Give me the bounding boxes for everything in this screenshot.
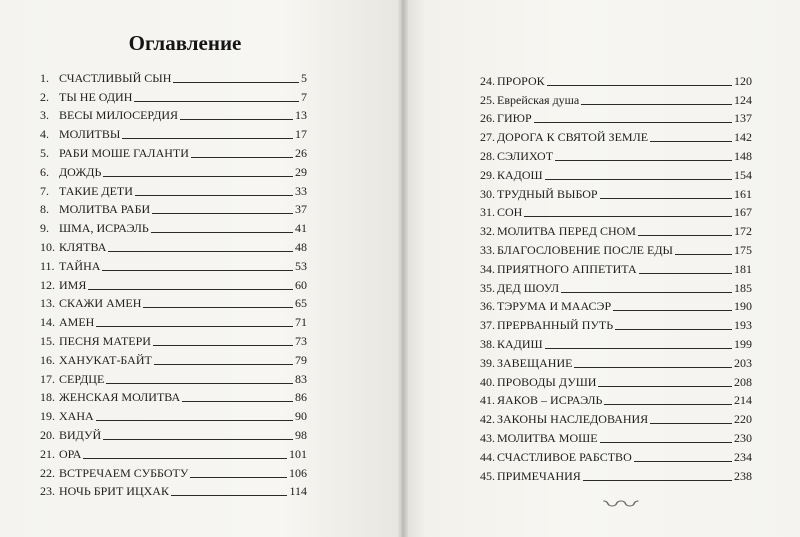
page-number: 7 bbox=[301, 89, 307, 104]
flourish-ornament-icon: 〰 bbox=[603, 492, 639, 517]
chapter-title: ТРУДНЫЙ ВЫБОР bbox=[497, 186, 598, 201]
page-number: 79 bbox=[295, 352, 307, 367]
toc-entry bbox=[40, 160, 307, 179]
chapter-number: 40. bbox=[480, 374, 495, 389]
page-number: 214 bbox=[734, 393, 752, 408]
chapter-number: 2. bbox=[40, 89, 49, 104]
toc-entry bbox=[480, 370, 752, 389]
chapter-number: 12. bbox=[40, 277, 55, 292]
toc-entry bbox=[480, 313, 752, 332]
toc-entry bbox=[480, 219, 752, 238]
page-number: 33 bbox=[295, 183, 307, 198]
toc-entry bbox=[40, 179, 307, 198]
toc-entry bbox=[40, 141, 307, 160]
chapter-number: 15. bbox=[40, 333, 55, 348]
chapter-title: СЭЛИХОТ bbox=[497, 148, 554, 163]
chapter-number: 26. bbox=[480, 111, 495, 126]
leader-rule bbox=[545, 178, 732, 180]
leader-rule bbox=[574, 366, 732, 368]
chapter-title: ТЫ НЕ ОДИН bbox=[59, 89, 133, 104]
toc-entry bbox=[480, 351, 752, 370]
page-number: 73 bbox=[295, 333, 307, 348]
page-number: 98 bbox=[295, 427, 307, 442]
chapter-title: КАДОШ bbox=[497, 167, 543, 182]
chapter-number: 33. bbox=[480, 242, 495, 257]
chapter-number: 17. bbox=[40, 371, 55, 386]
book-gutter bbox=[398, 0, 408, 537]
leader-rule bbox=[613, 309, 732, 311]
chapter-title: СЧАСТЛИВЫЙ СЫН bbox=[59, 70, 172, 85]
page-number: 199 bbox=[734, 336, 752, 351]
chapter-number: 22. bbox=[40, 465, 55, 480]
chapter-title: ГИЮР bbox=[497, 111, 532, 126]
page-number: 238 bbox=[734, 468, 752, 483]
toc-entry bbox=[480, 182, 752, 201]
leader-rule bbox=[545, 347, 732, 349]
chapter-number: 27. bbox=[480, 130, 495, 145]
page-number: 137 bbox=[734, 111, 752, 126]
chapter-title: ЯАКОВ – ИСРАЭЛЬ bbox=[497, 393, 603, 408]
leader-rule bbox=[675, 253, 732, 255]
chapter-number: 1. bbox=[40, 70, 49, 85]
page-number: 120 bbox=[734, 73, 752, 88]
page-number: 193 bbox=[734, 318, 752, 333]
chapter-number: 44. bbox=[480, 449, 495, 464]
toc-entry bbox=[480, 407, 752, 426]
chapter-number: 18. bbox=[40, 390, 55, 405]
page-number: 142 bbox=[734, 130, 752, 145]
page-number: 175 bbox=[734, 242, 752, 257]
chapter-title: СКАЖИ АМЕН bbox=[59, 296, 142, 311]
leader-rule bbox=[600, 441, 732, 443]
leader-rule bbox=[182, 400, 293, 402]
page-number: 190 bbox=[734, 299, 752, 314]
chapter-number: 41. bbox=[480, 393, 495, 408]
toc-entry bbox=[480, 125, 752, 144]
chapter-title: МОЛИТВА МОШЕ bbox=[497, 430, 598, 445]
toc-entry bbox=[40, 292, 307, 311]
page-number: 71 bbox=[295, 315, 307, 330]
toc-entry bbox=[480, 107, 752, 126]
leader-rule bbox=[600, 197, 732, 199]
chapter-number: 13. bbox=[40, 296, 55, 311]
toc-list-left bbox=[40, 66, 307, 498]
leader-rule bbox=[88, 288, 293, 290]
toc-entry bbox=[480, 238, 752, 257]
page-number: 5 bbox=[301, 70, 307, 85]
chapter-number: 3. bbox=[40, 108, 49, 123]
chapter-title: ЖЕНСКАЯ МОЛИТВА bbox=[59, 390, 181, 405]
leader-rule bbox=[191, 156, 293, 158]
leader-rule bbox=[190, 476, 287, 478]
chapter-title: ЗАВЕЩАНИЕ bbox=[497, 355, 573, 370]
chapter-title: ПРЕРВАННЫЙ ПУТЬ bbox=[497, 318, 614, 333]
leader-rule bbox=[154, 363, 293, 365]
chapter-number: 38. bbox=[480, 336, 495, 351]
leader-rule bbox=[152, 212, 293, 214]
leader-rule bbox=[134, 100, 299, 102]
page-number: 83 bbox=[295, 371, 307, 386]
chapter-title: ПЕСНЯ МАТЕРИ bbox=[59, 333, 151, 348]
leader-rule bbox=[108, 250, 293, 252]
page-number: 114 bbox=[289, 484, 307, 499]
leader-rule bbox=[639, 272, 732, 274]
chapter-title: ДОЖДЬ bbox=[59, 164, 102, 179]
chapter-number: 29. bbox=[480, 167, 495, 182]
toc-entry bbox=[40, 367, 307, 386]
chapter-number: 42. bbox=[480, 412, 495, 427]
toc-entry bbox=[40, 273, 307, 292]
toc-entry bbox=[40, 348, 307, 367]
leader-rule bbox=[122, 137, 293, 139]
leader-rule bbox=[604, 403, 732, 405]
page-number: 124 bbox=[734, 92, 752, 107]
chapter-title: ХАНУКАТ-БАЙТ bbox=[59, 352, 152, 367]
chapter-title: ТАЙНА bbox=[59, 258, 101, 273]
page-number: 203 bbox=[734, 355, 752, 370]
leader-rule bbox=[598, 385, 732, 387]
chapter-title: ТЭРУМА И МААСЭР bbox=[497, 299, 612, 314]
toc-entry bbox=[40, 122, 307, 141]
toc-entry bbox=[40, 104, 307, 123]
chapter-number: 31. bbox=[480, 205, 495, 220]
page-number: 17 bbox=[295, 127, 307, 142]
page-number: 86 bbox=[295, 390, 307, 405]
page-number: 167 bbox=[734, 205, 752, 220]
chapter-number: 23. bbox=[40, 484, 55, 499]
page-number: 37 bbox=[295, 202, 307, 217]
chapter-title: ИМЯ bbox=[59, 277, 87, 292]
chapter-title: ПРОВОДЫ ДУШИ bbox=[497, 374, 597, 389]
leader-rule bbox=[583, 479, 732, 481]
leader-rule bbox=[151, 231, 293, 233]
toc-list-right bbox=[480, 69, 752, 483]
toc-entry bbox=[40, 235, 307, 254]
toc-entry bbox=[480, 426, 752, 445]
chapter-number: 16. bbox=[40, 352, 55, 367]
chapter-title: СЕРДЦЕ bbox=[59, 371, 105, 386]
chapter-title: АМЕН bbox=[59, 315, 95, 330]
leader-rule bbox=[547, 84, 732, 86]
page-number: 172 bbox=[734, 224, 752, 239]
chapter-title: ВСТРЕЧАЕМ СУББОТУ bbox=[59, 465, 189, 480]
leader-rule bbox=[103, 438, 293, 440]
page-number: 148 bbox=[734, 148, 752, 163]
toc-entry bbox=[40, 85, 307, 104]
toc-entry bbox=[480, 276, 752, 295]
chapter-title: БЛАГОСЛОВЕНИЕ ПОСЛЕ ЕДЫ bbox=[497, 242, 673, 257]
chapter-number: 35. bbox=[480, 280, 495, 295]
chapter-number: 20. bbox=[40, 427, 55, 442]
chapter-title: ПРИМЕЧАНИЯ bbox=[497, 468, 581, 483]
chapter-number: 24. bbox=[480, 73, 495, 88]
page-number: 13 bbox=[295, 108, 307, 123]
toc-entry bbox=[40, 423, 307, 442]
chapter-number: 34. bbox=[480, 261, 495, 276]
chapter-title: КЛЯТВА bbox=[59, 239, 107, 254]
chapter-title: ПРИЯТНОГО АППЕТИТА bbox=[497, 261, 637, 276]
chapter-number: 30. bbox=[480, 186, 495, 201]
page-number: 161 bbox=[734, 186, 752, 201]
leader-rule bbox=[524, 215, 732, 217]
chapter-title: ДЕД ШОУЛ bbox=[497, 280, 560, 295]
chapter-title: НОЧЬ БРИТ ИЦХАК bbox=[59, 484, 169, 499]
chapter-title: ДОРОГА К СВЯТОЙ ЗЕМЛЕ bbox=[497, 130, 649, 145]
leader-rule bbox=[650, 422, 732, 424]
chapter-number: 5. bbox=[40, 145, 49, 160]
leader-rule bbox=[171, 494, 287, 496]
toc-entry bbox=[40, 442, 307, 461]
toc-entry bbox=[40, 310, 307, 329]
chapter-title: СЧАСТЛИВОЕ РАБСТВО bbox=[497, 449, 632, 464]
toc-entry bbox=[480, 295, 752, 314]
page-number: 60 bbox=[295, 277, 307, 292]
leader-rule bbox=[650, 140, 732, 142]
page-title: Оглавление bbox=[128, 31, 242, 55]
chapter-number: 37. bbox=[480, 318, 495, 333]
leader-rule bbox=[534, 121, 732, 123]
leader-rule bbox=[103, 175, 293, 177]
page-number: 106 bbox=[289, 465, 307, 480]
toc-entry bbox=[40, 404, 307, 423]
chapter-number: 11. bbox=[40, 258, 55, 273]
toc-entry bbox=[480, 144, 752, 163]
page-number: 185 bbox=[734, 280, 752, 295]
leader-rule bbox=[96, 419, 293, 421]
page-number: 90 bbox=[295, 409, 307, 424]
chapter-title: ВИДУЙ bbox=[59, 427, 102, 442]
page-number: 48 bbox=[295, 239, 307, 254]
chapter-title: ХАНА bbox=[59, 409, 94, 424]
chapter-title: ПРОРОК bbox=[497, 73, 545, 88]
toc-entry bbox=[40, 461, 307, 480]
toc-entry bbox=[480, 257, 752, 276]
chapter-number: 43. bbox=[480, 430, 495, 445]
chapter-title: МОЛИТВА ПЕРЕД СНОМ bbox=[497, 224, 636, 239]
chapter-number: 32. bbox=[480, 224, 495, 239]
leader-rule bbox=[143, 306, 293, 308]
page-number: 154 bbox=[734, 167, 752, 182]
chapter-title: МОЛИТВА РАБИ bbox=[59, 202, 151, 217]
chapter-title: РАБИ МОШЕ ГАЛАНТИ bbox=[59, 145, 189, 160]
toc-entry bbox=[40, 480, 307, 499]
leader-rule bbox=[638, 234, 732, 236]
toc-entry bbox=[480, 69, 752, 88]
page-number: 101 bbox=[289, 446, 307, 461]
leader-rule bbox=[135, 194, 293, 196]
leader-rule bbox=[153, 344, 293, 346]
chapter-number: 8. bbox=[40, 202, 49, 217]
leader-rule bbox=[83, 457, 287, 459]
leader-rule bbox=[173, 81, 299, 83]
page-number: 181 bbox=[734, 261, 752, 276]
toc-entry bbox=[40, 329, 307, 348]
chapter-title: ТАКИЕ ДЕТИ bbox=[59, 183, 133, 198]
toc-entry bbox=[480, 88, 752, 107]
page-number: 65 bbox=[295, 296, 307, 311]
leader-rule bbox=[555, 159, 732, 161]
chapter-number: 39. bbox=[480, 355, 495, 370]
chapter-title: ОРА bbox=[59, 446, 82, 461]
chapter-title: ШМА, ИСРАЭЛЬ bbox=[59, 221, 149, 236]
chapter-number: 21. bbox=[40, 446, 55, 461]
chapter-number: 6. bbox=[40, 164, 49, 179]
leader-rule bbox=[634, 460, 732, 462]
page-number: 230 bbox=[734, 430, 752, 445]
page-number: 41 bbox=[295, 221, 307, 236]
toc-entry bbox=[40, 216, 307, 235]
chapter-title: Еврейская душа bbox=[497, 92, 580, 107]
page-number: 220 bbox=[734, 412, 752, 427]
page-number: 26 bbox=[295, 145, 307, 160]
chapter-number: 7. bbox=[40, 183, 49, 198]
chapter-number: 25. bbox=[480, 92, 495, 107]
chapter-title: ВЕСЫ МИЛОСЕРДИЯ bbox=[59, 108, 179, 123]
page-number: 234 bbox=[734, 449, 752, 464]
leader-rule bbox=[615, 328, 732, 330]
toc-entry bbox=[40, 386, 307, 405]
page-number: 208 bbox=[734, 374, 752, 389]
toc-entry bbox=[480, 389, 752, 408]
toc-entry bbox=[480, 332, 752, 351]
leader-rule bbox=[180, 118, 293, 120]
chapter-number: 19. bbox=[40, 409, 55, 424]
leader-rule bbox=[106, 382, 293, 384]
toc-entry bbox=[480, 201, 752, 220]
chapter-number: 9. bbox=[40, 221, 49, 236]
chapter-number: 36. bbox=[480, 299, 495, 314]
toc-entry bbox=[40, 198, 307, 217]
chapter-title: КАДИШ bbox=[497, 336, 543, 351]
page-number: 29 bbox=[295, 164, 307, 179]
toc-entry bbox=[480, 464, 752, 483]
chapter-title: МОЛИТВЫ bbox=[59, 127, 121, 142]
chapter-title: ЗАКОНЫ НАСЛЕДОВАНИЯ bbox=[497, 412, 649, 427]
toc-entry bbox=[480, 163, 752, 182]
page-number: 53 bbox=[295, 258, 307, 273]
leader-rule bbox=[561, 291, 732, 293]
chapter-number: 14. bbox=[40, 315, 55, 330]
toc-entry bbox=[40, 66, 307, 85]
chapter-number: 4. bbox=[40, 127, 49, 142]
leader-rule bbox=[581, 103, 732, 105]
chapter-number: 45. bbox=[480, 468, 495, 483]
chapter-number: 10. bbox=[40, 239, 55, 254]
toc-entry bbox=[480, 445, 752, 464]
toc-entry bbox=[40, 254, 307, 273]
leader-rule bbox=[102, 269, 293, 271]
chapter-title: СОН bbox=[497, 205, 523, 220]
leader-rule bbox=[96, 325, 293, 327]
chapter-number: 28. bbox=[480, 148, 495, 163]
